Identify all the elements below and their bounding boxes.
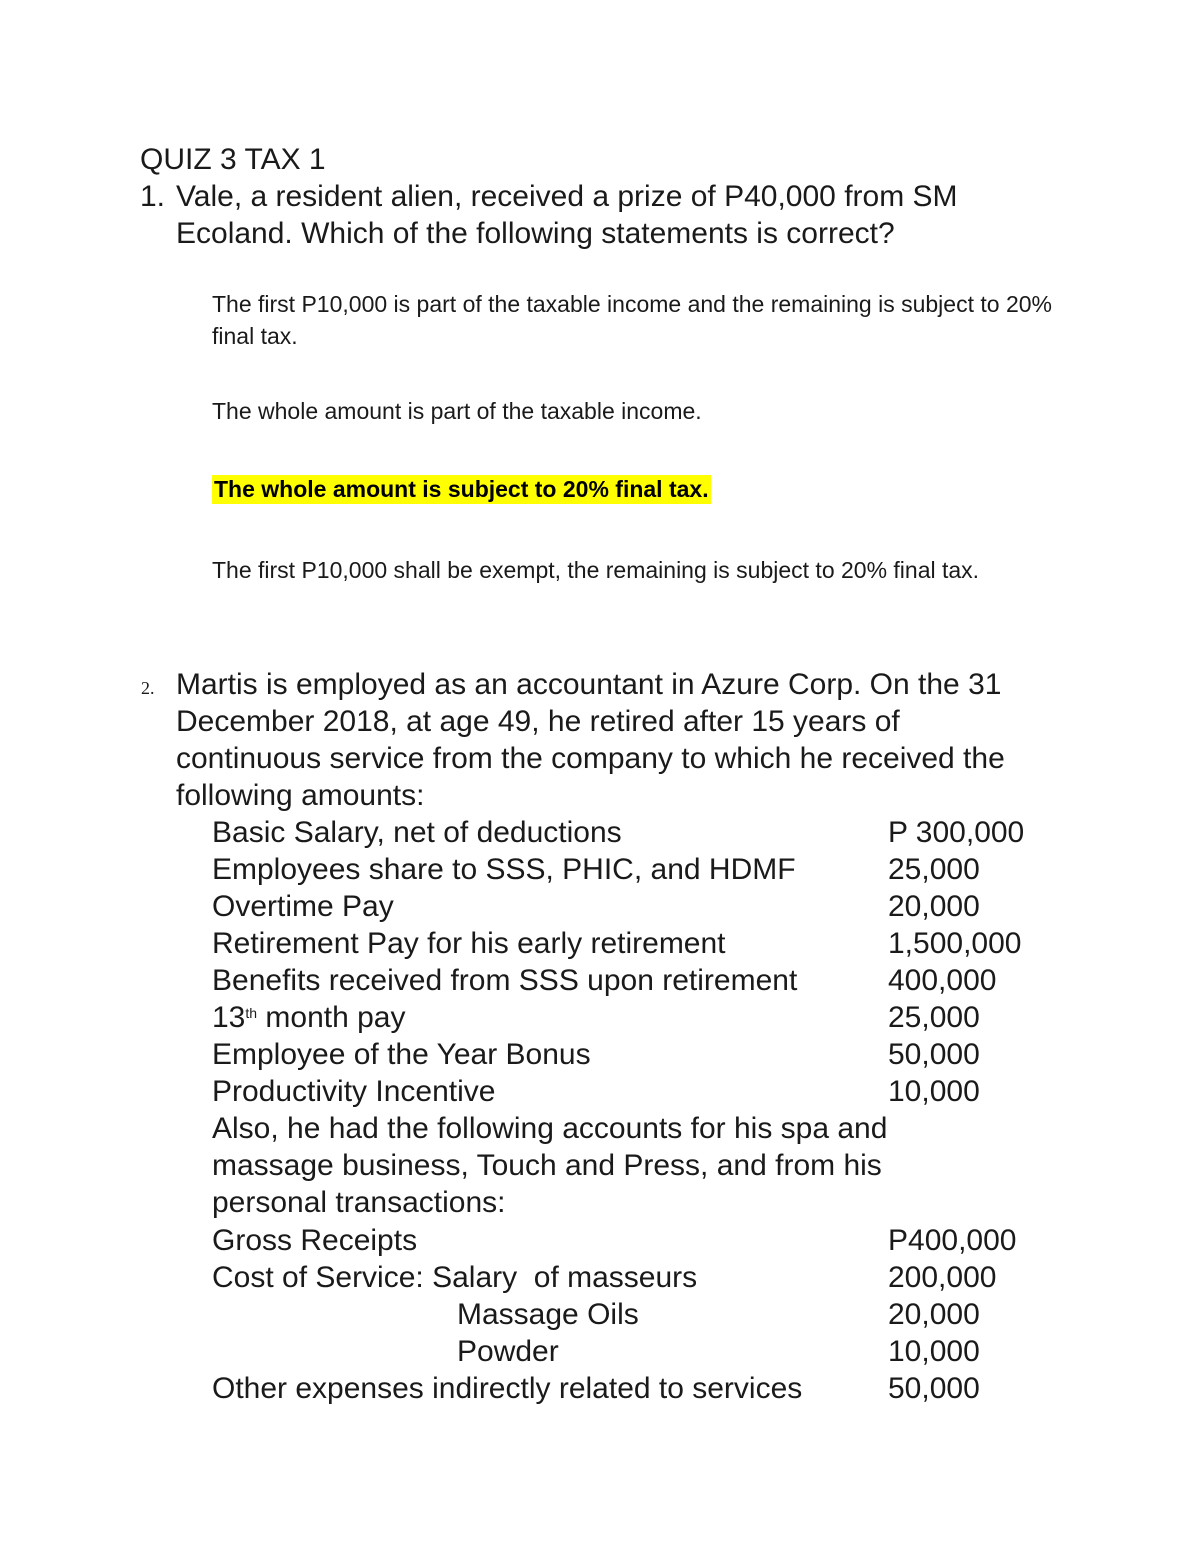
question-2-number: 2. [141, 678, 155, 698]
item-label: 13th month pay [212, 1001, 406, 1034]
item-label: Cost of Service: Salary of masseurs [212, 1261, 698, 1294]
list-item [212, 851, 980, 888]
item-amount: 50,000 [888, 1038, 980, 1071]
item-amount: 10,000 [888, 1075, 980, 1108]
list-item [212, 1333, 980, 1370]
item-amount: 25,000 [888, 853, 980, 886]
question-1-text: Vale, a resident alien, received a prize of P40,000 from SM Ecoland. Which of the following statements is correct? [176, 180, 958, 250]
question-1-choice-a: The first P10,000 is part of the taxable income and the remaining is subject to 20% final tax. [212, 291, 1052, 349]
list-item [212, 1036, 980, 1073]
question-1-choice-d: The first P10,000 shall be exempt, the remaining is subject to 20% final tax. [212, 557, 980, 583]
question-1-number: 1. [140, 180, 166, 213]
list-item [212, 1259, 997, 1296]
item-label: Gross Receipts [212, 1224, 418, 1257]
item-label: Employee of the Year Bonus [212, 1038, 591, 1071]
question-2-text: Martis is employed as an accountant in Azure Corp. On the 31 December 2018, at age 49, he retired after 15 years of continuous service from the company to which he received the following amounts: [176, 668, 1005, 812]
item-label: Employees share to SSS, PHIC, and HDMF [212, 853, 796, 886]
list-item [212, 962, 997, 999]
list-item [212, 925, 1022, 962]
item-label: Productivity Incentive [212, 1075, 496, 1108]
item-label: Overtime Pay [212, 890, 394, 923]
item-amount: 400,000 [888, 964, 997, 997]
business-intro: Also, he had the following accounts for his spa and massage business, Touch and Press, and from his personal transactions: [212, 1112, 888, 1219]
item-amount: P400,000 [888, 1224, 1017, 1257]
item-label: Benefits received from SSS upon retirement [212, 964, 798, 997]
item-label: Powder [457, 1335, 559, 1368]
item-label: Retirement Pay for his early retirement [212, 927, 726, 960]
page-title: QUIZ 3 TAX 1 [140, 143, 326, 176]
item-amount: 10,000 [888, 1335, 980, 1368]
list-item [212, 1296, 980, 1333]
question-1-choice-b: The whole amount is part of the taxable income. [212, 398, 702, 424]
list-item [212, 1370, 980, 1407]
item-label: Other expenses indirectly related to services [212, 1372, 803, 1405]
item-amount: 1,500,000 [888, 927, 1022, 960]
item-amount: 20,000 [888, 890, 980, 923]
item-amount: 50,000 [888, 1372, 980, 1405]
item-amount: 25,000 [888, 1001, 980, 1034]
list-item [212, 1222, 1017, 1259]
item-amount: 200,000 [888, 1261, 997, 1294]
list-item [212, 814, 1025, 851]
item-label: Massage Oils [457, 1298, 639, 1331]
question-1-choice-c-answer [212, 473, 1072, 505]
item-amount: P 300,000 [888, 816, 1025, 849]
item-amount: 20,000 [888, 1298, 980, 1331]
list-item [212, 1073, 980, 1110]
list-item [212, 888, 980, 925]
answer-highlight: The whole amount is subject to 20% final tax. [214, 476, 709, 502]
list-item [212, 999, 980, 1036]
item-label: Basic Salary, net of deductions [212, 816, 622, 849]
